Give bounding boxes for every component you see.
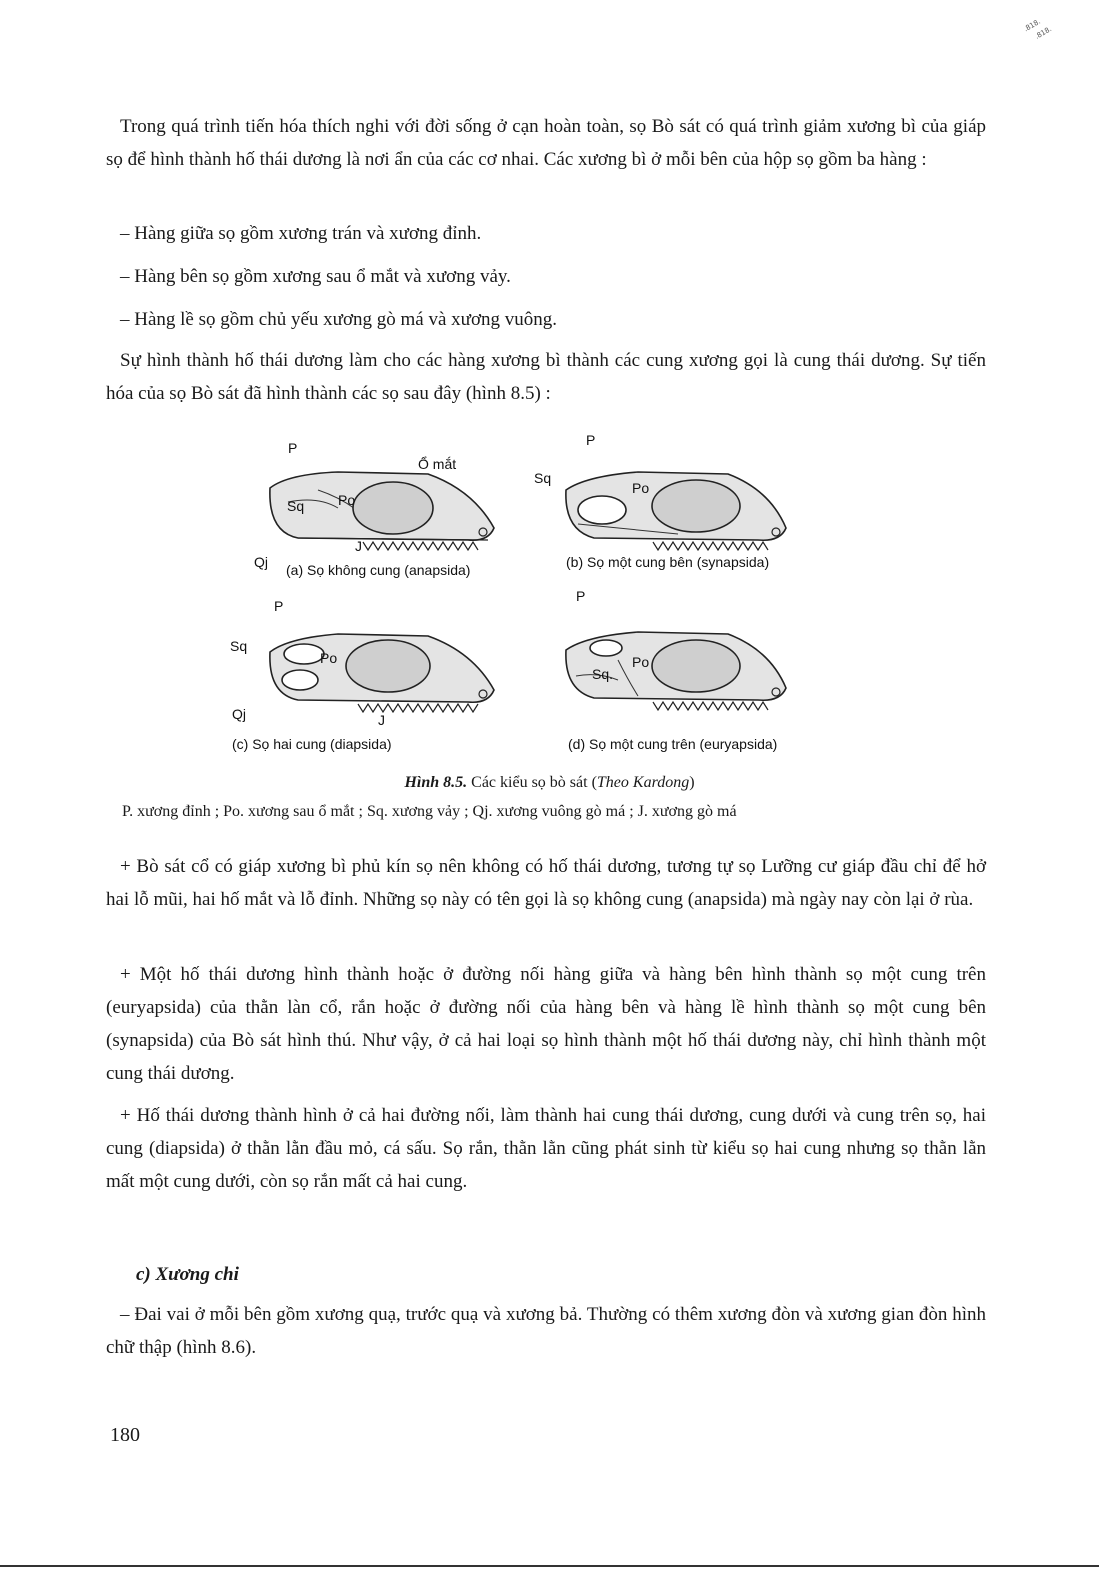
label-p-d: P	[576, 588, 586, 604]
caption-anapsida: (a) Sọ không cung (anapsida)	[286, 562, 471, 578]
anapsida-paragraph: + Bò sát cổ có giáp xương bì phủ kín sọ nên không có hố thái dương, tương tự sọ Lưỡng cư giáp đầu chỉ để hở hai lỗ mũi, hai hố mắt và lỗ đỉnh. Những sọ này có tên gọi là sọ không cung (anapsida) mà ngày nay còn lại ở rùa.	[106, 856, 986, 910]
label-p-a: P	[288, 440, 298, 456]
label-sq-d: Sq.	[592, 666, 614, 682]
label-sq-b: Sq	[534, 470, 552, 486]
label-qj-a: Qj	[254, 554, 268, 570]
diapsida-paragraph: + Hố thái dương thành hình ở cả hai đường nối, làm thành hai cung thái dương, cung dưới và cung trên sọ, hai cung (diapsida) ở thằn lằn đầu mỏ, cá sấu. Sọ rắn, thằn lằn cũng phát sinh từ kiểu sọ hai cung nhưng sọ thằn lằn mất một cung dưới, còn sọ rắn mất cả hai cung.	[106, 1105, 986, 1192]
label-qj-c: Qj	[232, 706, 246, 722]
list-item-side-row: – Hàng bên sọ gồm xương sau ổ mắt và xương vảy.	[120, 266, 511, 287]
figure-title-text: Các kiểu sọ bò sát (	[467, 774, 597, 791]
figure-title	[0, 774, 1099, 792]
library-stamp	[1017, 0, 1077, 50]
label-po-a: Po	[338, 492, 356, 508]
svg-text:.818.: .818.	[1033, 24, 1054, 41]
label-po-d: Po	[632, 654, 650, 670]
page-bottom-edge	[0, 1565, 1099, 1567]
list-item-edge-row: – Hàng lề sọ gồm chủ yếu xương gò má và xương vuông.	[120, 309, 557, 330]
single-arch-paragraph: + Một hố thái dương hình thành hoặc ở đường nối hàng giữa và hàng bên hình thành sọ một cung trên (euryapsida) của thằn làn cổ, rắn hoặc ở đường nối của hàng bên và hàng lề hình thành sọ một cung bên (synapsida) của Bò sát hình thú. Như vậy, ở cả hai loại sọ hình thành một hố thái dương này, chỉ hình thành một cung thái dương.	[106, 964, 986, 1084]
figure-title-end: )	[689, 774, 695, 791]
label-po-b: Po	[632, 480, 650, 496]
label-sq-c: Sq	[230, 638, 248, 654]
label-eye-socket: Ổ mắt	[418, 456, 457, 472]
label-po-c: Po	[320, 650, 338, 666]
caption-synapsida: (b) Sọ một cung bên (synapsida)	[566, 554, 770, 570]
svg-text:.818.: .818.	[1022, 17, 1042, 34]
label-j-c: J	[378, 712, 385, 728]
figure-source: Theo Kardong	[596, 774, 690, 791]
skull-types-figure	[220, 432, 860, 762]
list-item-middle-row: – Hàng giữa sọ gồm xương trán và xương đỉnh.	[120, 223, 482, 244]
label-p-b: P	[586, 432, 596, 448]
label-j-a: J	[355, 538, 362, 554]
section-heading-limb-bones: c) Xương chi	[136, 1264, 239, 1285]
caption-diapsida: (c) Sọ hai cung (diapsida)	[232, 736, 392, 752]
figure-number: Hình 8.5.	[404, 774, 468, 791]
label-sq-a: Sq	[287, 498, 305, 514]
shoulder-girdle-paragraph: – Đai vai ở mỗi bên gồm xương quạ, trước quạ và xương bả. Thường có thêm xương đòn và xương gian đòn hình chữ thập (hình 8.6).	[106, 1304, 986, 1358]
arch-paragraph: Sự hình thành hố thái dương làm cho các hàng xương bì thành các cung xương gọi là cung thái dương. Sự tiến hóa của sọ Bò sát đã hình thành các sọ sau đây (hình 8.5) :	[106, 350, 986, 404]
intro-paragraph: Trong quá trình tiến hóa thích nghi với đời sống ở cạn hoàn toàn, sọ Bò sát có quá trình giảm xương bì của giáp sọ để hình thành hố thái dương là nơi ẩn của các cơ nhai. Các xương bì ở mỗi bên của hộp sọ gồm ba hàng :	[106, 116, 986, 170]
skull-diapsida-drawing	[258, 622, 508, 722]
label-p-c: P	[274, 598, 284, 614]
caption-euryapsida: (d) Sọ một cung trên (euryapsida)	[568, 736, 778, 752]
skull-synapsida-drawing	[558, 460, 798, 560]
page-number: 180	[110, 1424, 140, 1446]
figure-legend: P. xương đỉnh ; Po. xương sau ổ mắt ; Sq. xương vảy ; Qj. xương vuông gò má ; J. xương gò má	[122, 803, 737, 820]
